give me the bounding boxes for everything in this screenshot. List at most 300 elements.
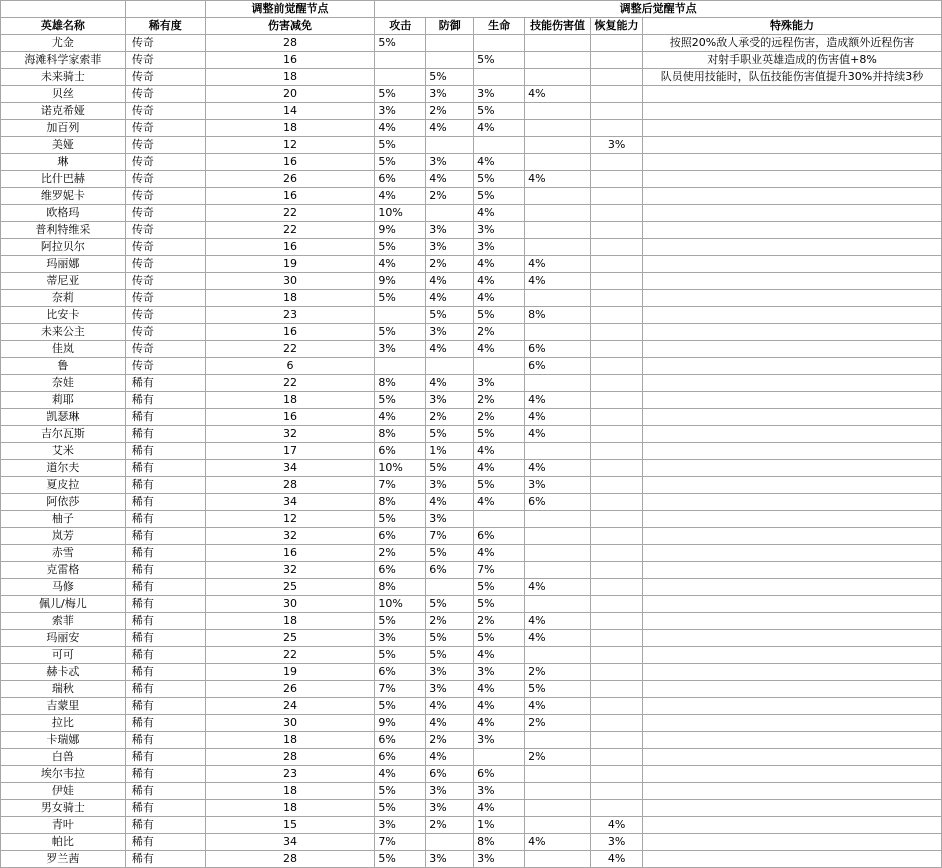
recovery-cell (591, 52, 643, 69)
defense-cell: 3% (426, 154, 474, 171)
rarity-cell: 传奇 (125, 154, 205, 171)
recovery-cell (591, 443, 643, 460)
special-cell (643, 834, 942, 851)
special-cell (643, 613, 942, 630)
life-cell: 4% (474, 698, 525, 715)
skill-damage-cell (525, 511, 591, 528)
hero-name-cell: 鲁 (1, 358, 126, 375)
life-cell: 3% (474, 664, 525, 681)
table-row (1, 392, 942, 409)
skill-damage-cell: 4% (525, 256, 591, 273)
special-cell (643, 341, 942, 358)
hero-name-cell: 阿拉贝尔 (1, 239, 126, 256)
rarity-cell: 稀有 (125, 664, 205, 681)
damage-reduction-cell: 22 (205, 375, 375, 392)
recovery-cell (591, 205, 643, 222)
attack-cell: 4% (375, 409, 426, 426)
special-cell (643, 120, 942, 137)
rarity-cell: 稀有 (125, 681, 205, 698)
damage-reduction-cell: 17 (205, 443, 375, 460)
skill-damage-cell: 4% (525, 613, 591, 630)
rarity-cell: 稀有 (125, 749, 205, 766)
header-life: 生命 (474, 18, 525, 35)
defense-cell: 1% (426, 443, 474, 460)
life-cell: 8% (474, 834, 525, 851)
defense-cell: 6% (426, 562, 474, 579)
skill-damage-cell: 4% (525, 834, 591, 851)
recovery-cell (591, 409, 643, 426)
table-row (1, 851, 942, 868)
table-row (1, 545, 942, 562)
rarity-cell: 传奇 (125, 290, 205, 307)
table-row (1, 817, 942, 834)
table-row (1, 358, 942, 375)
attack-cell: 5% (375, 613, 426, 630)
hero-name-cell: 欧格玛 (1, 205, 126, 222)
rarity-cell: 传奇 (125, 307, 205, 324)
life-cell: 3% (474, 86, 525, 103)
skill-damage-cell: 3% (525, 477, 591, 494)
skill-damage-cell: 4% (525, 273, 591, 290)
damage-reduction-cell: 34 (205, 460, 375, 477)
recovery-cell (591, 188, 643, 205)
damage-reduction-cell: 18 (205, 800, 375, 817)
defense-cell: 4% (426, 341, 474, 358)
hero-name-cell: 奈莉 (1, 290, 126, 307)
skill-damage-cell (525, 528, 591, 545)
table-body (1, 1, 942, 868)
attack-cell: 8% (375, 426, 426, 443)
hero-name-cell: 尤金 (1, 35, 126, 52)
hero-name-cell: 赫卡忒 (1, 664, 126, 681)
header-hero-name: 英雄名称 (1, 18, 126, 35)
defense-cell: 5% (426, 307, 474, 324)
recovery-cell (591, 800, 643, 817)
hero-name-cell: 艾米 (1, 443, 126, 460)
table-row (1, 35, 942, 52)
special-cell (643, 732, 942, 749)
rarity-cell: 稀有 (125, 783, 205, 800)
skill-damage-cell (525, 851, 591, 868)
hero-name-cell: 未来骑士 (1, 69, 126, 86)
life-cell (474, 358, 525, 375)
special-cell (643, 137, 942, 154)
skill-damage-cell (525, 443, 591, 460)
rarity-cell: 传奇 (125, 205, 205, 222)
special-cell (643, 783, 942, 800)
life-cell: 2% (474, 392, 525, 409)
damage-reduction-cell: 12 (205, 137, 375, 154)
hero-name-cell: 阿依莎 (1, 494, 126, 511)
table-row (1, 290, 942, 307)
attack-cell: 3% (375, 817, 426, 834)
recovery-cell (591, 664, 643, 681)
recovery-cell (591, 494, 643, 511)
rarity-cell: 传奇 (125, 52, 205, 69)
damage-reduction-cell: 18 (205, 783, 375, 800)
hero-name-cell: 罗兰茜 (1, 851, 126, 868)
hero-name-cell: 拉比 (1, 715, 126, 732)
damage-reduction-cell: 25 (205, 579, 375, 596)
header-group-after: 调整后觉醒节点 (375, 1, 942, 18)
hero-name-cell: 贝丝 (1, 86, 126, 103)
rarity-cell: 传奇 (125, 171, 205, 188)
recovery-cell (591, 154, 643, 171)
attack-cell: 5% (375, 698, 426, 715)
hero-name-cell: 可可 (1, 647, 126, 664)
skill-damage-cell (525, 324, 591, 341)
recovery-cell (591, 613, 643, 630)
recovery-cell (591, 545, 643, 562)
table-row (1, 375, 942, 392)
special-cell (643, 562, 942, 579)
damage-reduction-cell: 28 (205, 749, 375, 766)
special-cell (643, 528, 942, 545)
hero-name-cell: 奈娃 (1, 375, 126, 392)
damage-reduction-cell: 19 (205, 664, 375, 681)
special-cell (643, 817, 942, 834)
life-cell: 1% (474, 817, 525, 834)
recovery-cell (591, 103, 643, 120)
recovery-cell (591, 35, 643, 52)
damage-reduction-cell: 28 (205, 35, 375, 52)
rarity-cell: 稀有 (125, 443, 205, 460)
recovery-cell (591, 460, 643, 477)
header-rarity: 稀有度 (125, 18, 205, 35)
attack-cell: 2% (375, 545, 426, 562)
special-cell (643, 494, 942, 511)
damage-reduction-cell: 16 (205, 239, 375, 256)
damage-reduction-cell: 18 (205, 392, 375, 409)
life-cell: 4% (474, 681, 525, 698)
attack-cell (375, 69, 426, 86)
defense-cell: 2% (426, 613, 474, 630)
skill-damage-cell: 4% (525, 392, 591, 409)
recovery-cell (591, 392, 643, 409)
hero-name-cell: 瑞秋 (1, 681, 126, 698)
rarity-cell: 稀有 (125, 392, 205, 409)
header-special: 特殊能力 (643, 18, 942, 35)
rarity-cell: 稀有 (125, 562, 205, 579)
rarity-cell: 稀有 (125, 596, 205, 613)
table-row (1, 460, 942, 477)
life-cell (474, 69, 525, 86)
rarity-cell: 稀有 (125, 851, 205, 868)
skill-damage-cell: 6% (525, 341, 591, 358)
attack-cell: 10% (375, 460, 426, 477)
defense-cell: 4% (426, 715, 474, 732)
damage-reduction-cell: 22 (205, 222, 375, 239)
damage-reduction-cell: 14 (205, 103, 375, 120)
skill-damage-cell (525, 239, 591, 256)
damage-reduction-cell: 18 (205, 613, 375, 630)
table-row (1, 154, 942, 171)
special-cell (643, 545, 942, 562)
special-cell (643, 375, 942, 392)
attack-cell: 6% (375, 528, 426, 545)
table-row (1, 766, 942, 783)
recovery-cell (591, 69, 643, 86)
attack-cell (375, 52, 426, 69)
defense-cell: 7% (426, 528, 474, 545)
rarity-cell: 传奇 (125, 103, 205, 120)
life-cell: 2% (474, 613, 525, 630)
attack-cell: 5% (375, 324, 426, 341)
life-cell: 5% (474, 477, 525, 494)
rarity-cell: 传奇 (125, 137, 205, 154)
recovery-cell (591, 477, 643, 494)
skill-damage-cell (525, 375, 591, 392)
special-cell: 对射手职业英雄造成的伤害值+8% (643, 52, 942, 69)
header-blank (125, 1, 205, 18)
rarity-cell: 传奇 (125, 86, 205, 103)
attack-cell: 6% (375, 562, 426, 579)
rarity-cell: 传奇 (125, 35, 205, 52)
defense-cell: 5% (426, 69, 474, 86)
defense-cell: 3% (426, 800, 474, 817)
recovery-cell: 4% (591, 817, 643, 834)
defense-cell: 2% (426, 188, 474, 205)
skill-damage-cell (525, 647, 591, 664)
table-row (1, 698, 942, 715)
defense-cell: 2% (426, 103, 474, 120)
defense-cell: 4% (426, 171, 474, 188)
header-row-columns (1, 18, 942, 35)
attack-cell: 9% (375, 273, 426, 290)
table-row (1, 426, 942, 443)
life-cell: 4% (474, 715, 525, 732)
damage-reduction-cell: 34 (205, 494, 375, 511)
recovery-cell (591, 256, 643, 273)
skill-damage-cell: 6% (525, 358, 591, 375)
attack-cell: 5% (375, 647, 426, 664)
hero-name-cell: 吉蒙里 (1, 698, 126, 715)
defense-cell: 2% (426, 409, 474, 426)
defense-cell (426, 579, 474, 596)
skill-damage-cell: 4% (525, 426, 591, 443)
skill-damage-cell (525, 52, 591, 69)
defense-cell: 3% (426, 681, 474, 698)
special-cell (643, 443, 942, 460)
recovery-cell (591, 749, 643, 766)
attack-cell: 5% (375, 851, 426, 868)
special-cell (643, 273, 942, 290)
table-row (1, 630, 942, 647)
attack-cell: 8% (375, 375, 426, 392)
rarity-cell: 稀有 (125, 409, 205, 426)
skill-damage-cell (525, 817, 591, 834)
rarity-cell: 稀有 (125, 545, 205, 562)
damage-reduction-cell: 25 (205, 630, 375, 647)
special-cell (643, 188, 942, 205)
special-cell (643, 222, 942, 239)
table-row (1, 443, 942, 460)
special-cell (643, 290, 942, 307)
life-cell: 5% (474, 630, 525, 647)
header-damage-reduction: 伤害减免 (205, 18, 375, 35)
recovery-cell (591, 86, 643, 103)
defense-cell (426, 35, 474, 52)
hero-name-cell: 海滩科学家索菲 (1, 52, 126, 69)
skill-damage-cell: 4% (525, 630, 591, 647)
life-cell (474, 35, 525, 52)
life-cell: 3% (474, 783, 525, 800)
damage-reduction-cell: 18 (205, 120, 375, 137)
rarity-cell: 稀有 (125, 630, 205, 647)
special-cell (643, 171, 942, 188)
rarity-cell: 传奇 (125, 273, 205, 290)
table-row (1, 188, 942, 205)
damage-reduction-cell: 34 (205, 834, 375, 851)
skill-damage-cell (525, 205, 591, 222)
skill-damage-cell: 2% (525, 715, 591, 732)
attack-cell: 4% (375, 766, 426, 783)
defense-cell (426, 137, 474, 154)
defense-cell: 3% (426, 851, 474, 868)
table-row (1, 732, 942, 749)
rarity-cell: 传奇 (125, 358, 205, 375)
skill-damage-cell (525, 35, 591, 52)
life-cell: 4% (474, 443, 525, 460)
rarity-cell: 稀有 (125, 766, 205, 783)
recovery-cell (591, 511, 643, 528)
damage-reduction-cell: 12 (205, 511, 375, 528)
skill-damage-cell: 4% (525, 698, 591, 715)
rarity-cell: 稀有 (125, 715, 205, 732)
rarity-cell: 传奇 (125, 188, 205, 205)
attack-cell: 6% (375, 749, 426, 766)
recovery-cell (591, 630, 643, 647)
recovery-cell (591, 647, 643, 664)
table-row (1, 137, 942, 154)
attack-cell: 5% (375, 239, 426, 256)
recovery-cell (591, 562, 643, 579)
skill-damage-cell (525, 783, 591, 800)
life-cell: 4% (474, 647, 525, 664)
life-cell: 5% (474, 103, 525, 120)
recovery-cell (591, 171, 643, 188)
rarity-cell: 稀有 (125, 613, 205, 630)
defense-cell (426, 52, 474, 69)
defense-cell: 2% (426, 732, 474, 749)
table-row (1, 715, 942, 732)
hero-name-cell: 伊娃 (1, 783, 126, 800)
life-cell: 4% (474, 120, 525, 137)
recovery-cell: 3% (591, 834, 643, 851)
table-row (1, 613, 942, 630)
skill-damage-cell (525, 222, 591, 239)
life-cell: 5% (474, 307, 525, 324)
attack-cell: 6% (375, 443, 426, 460)
life-cell: 3% (474, 222, 525, 239)
life-cell: 4% (474, 154, 525, 171)
life-cell: 4% (474, 256, 525, 273)
hero-name-cell: 加百列 (1, 120, 126, 137)
recovery-cell (591, 324, 643, 341)
skill-damage-cell: 4% (525, 409, 591, 426)
life-cell: 4% (474, 205, 525, 222)
attack-cell: 5% (375, 290, 426, 307)
rarity-cell: 稀有 (125, 834, 205, 851)
life-cell: 4% (474, 460, 525, 477)
recovery-cell (591, 766, 643, 783)
special-cell (643, 596, 942, 613)
special-cell (643, 205, 942, 222)
defense-cell: 5% (426, 426, 474, 443)
header-blank (1, 1, 126, 18)
header-group-before: 调整前觉醒节点 (205, 1, 375, 18)
hero-name-cell: 比安卡 (1, 307, 126, 324)
table-row (1, 86, 942, 103)
damage-reduction-cell: 19 (205, 256, 375, 273)
skill-damage-cell: 2% (525, 749, 591, 766)
attack-cell: 5% (375, 392, 426, 409)
life-cell: 3% (474, 375, 525, 392)
rarity-cell: 传奇 (125, 222, 205, 239)
life-cell: 4% (474, 800, 525, 817)
defense-cell: 2% (426, 256, 474, 273)
damage-reduction-cell: 23 (205, 766, 375, 783)
rarity-cell: 传奇 (125, 324, 205, 341)
attack-cell: 5% (375, 86, 426, 103)
defense-cell: 3% (426, 392, 474, 409)
attack-cell (375, 358, 426, 375)
table-row (1, 681, 942, 698)
table-row (1, 494, 942, 511)
rarity-cell: 稀有 (125, 579, 205, 596)
special-cell (643, 154, 942, 171)
attack-cell: 8% (375, 579, 426, 596)
damage-reduction-cell: 22 (205, 341, 375, 358)
recovery-cell (591, 222, 643, 239)
table-row (1, 664, 942, 681)
life-cell: 3% (474, 732, 525, 749)
attack-cell: 3% (375, 630, 426, 647)
defense-cell: 3% (426, 86, 474, 103)
special-cell (643, 477, 942, 494)
damage-reduction-cell: 30 (205, 273, 375, 290)
damage-reduction-cell: 18 (205, 69, 375, 86)
life-cell: 2% (474, 324, 525, 341)
table-row (1, 52, 942, 69)
skill-damage-cell: 4% (525, 86, 591, 103)
table-row (1, 69, 942, 86)
skill-damage-cell (525, 766, 591, 783)
hero-name-cell: 卡瑞娜 (1, 732, 126, 749)
special-cell (643, 647, 942, 664)
rarity-cell: 稀有 (125, 494, 205, 511)
table-row (1, 783, 942, 800)
table-row (1, 171, 942, 188)
special-cell (643, 749, 942, 766)
skill-damage-cell: 5% (525, 681, 591, 698)
attack-cell: 3% (375, 341, 426, 358)
skill-damage-cell: 6% (525, 494, 591, 511)
hero-name-cell: 玛丽安 (1, 630, 126, 647)
defense-cell: 4% (426, 290, 474, 307)
defense-cell: 5% (426, 647, 474, 664)
hero-name-cell: 美娅 (1, 137, 126, 154)
damage-reduction-cell: 15 (205, 817, 375, 834)
hero-name-cell: 未来公主 (1, 324, 126, 341)
recovery-cell (591, 596, 643, 613)
special-cell (643, 800, 942, 817)
defense-cell: 3% (426, 324, 474, 341)
hero-name-cell: 佳岚 (1, 341, 126, 358)
rarity-cell: 稀有 (125, 477, 205, 494)
damage-reduction-cell: 20 (205, 86, 375, 103)
damage-reduction-cell: 22 (205, 205, 375, 222)
